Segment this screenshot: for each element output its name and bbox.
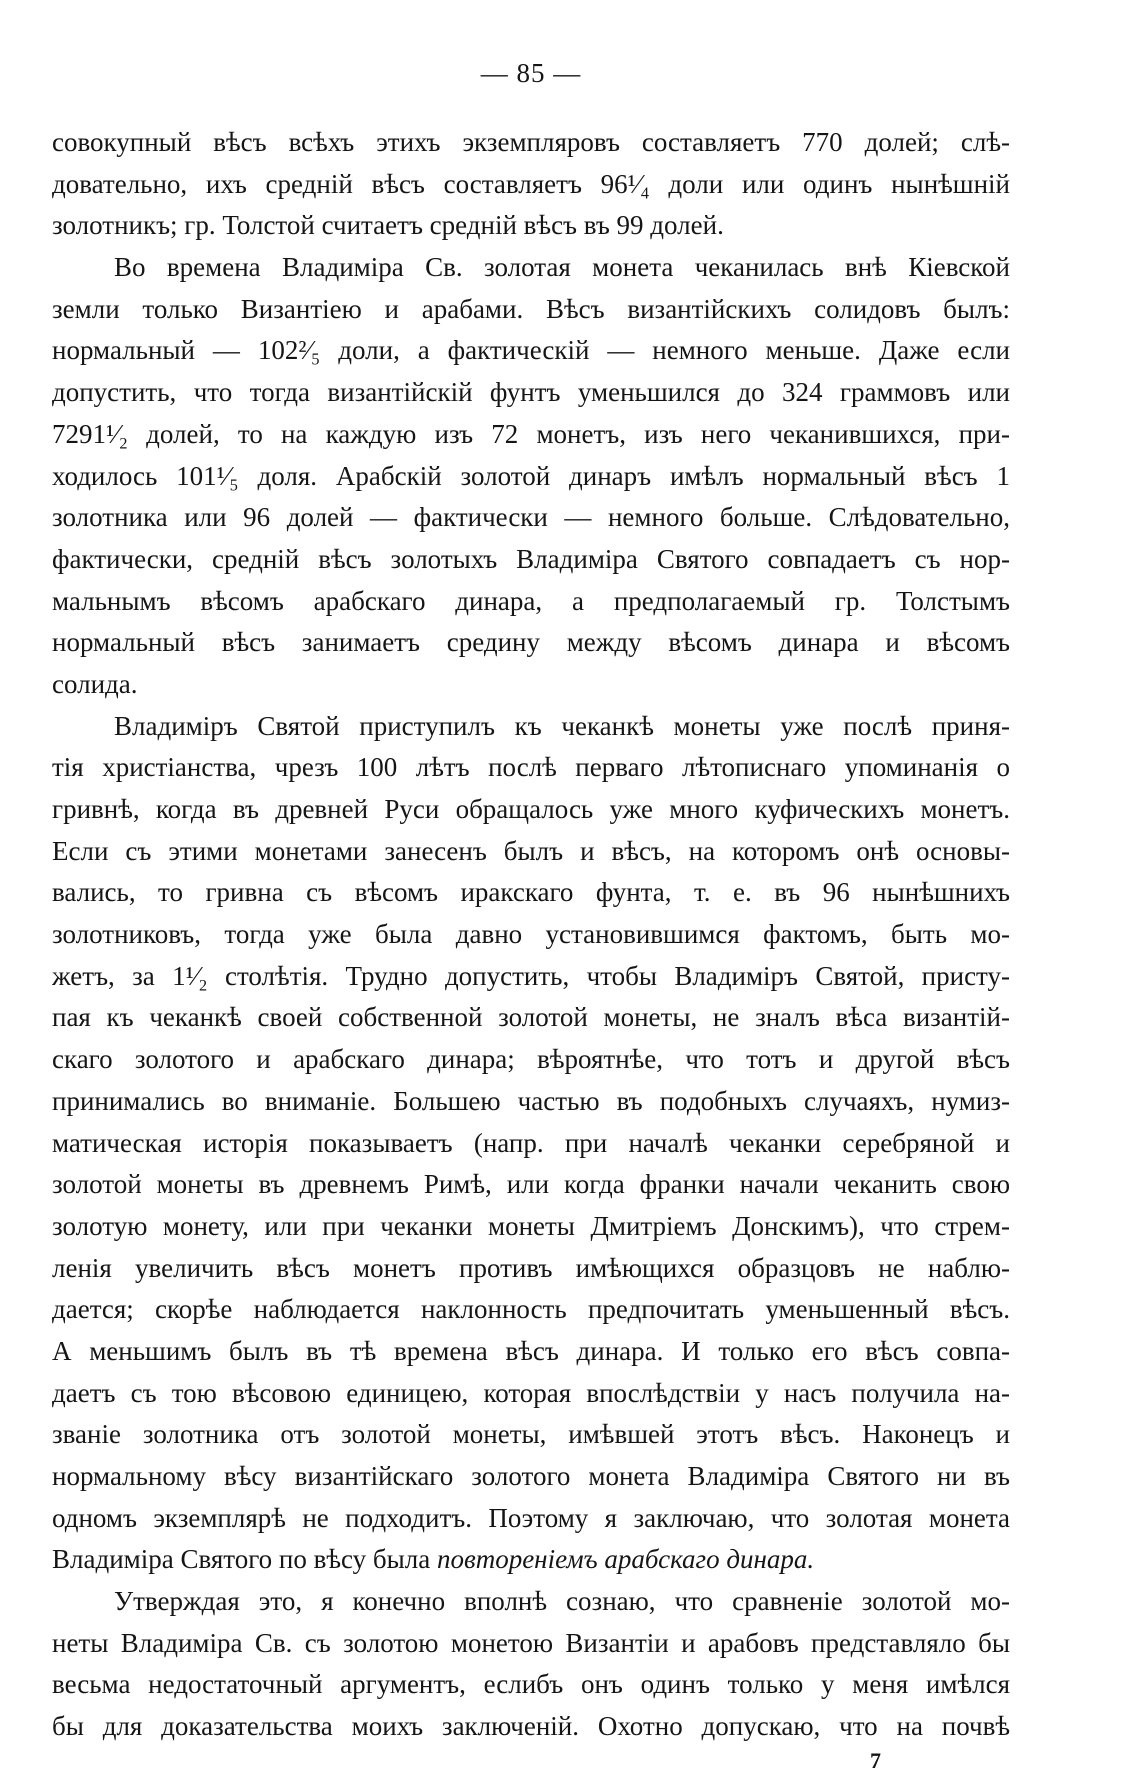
line-text: фактически, средній вѣсъ золотыхъ Владиміра Святого совпадаетъ съ нор- <box>52 543 1010 574</box>
text-line <box>52 706 1010 748</box>
page-number: — 85 — <box>480 58 582 88</box>
text-line <box>52 872 1010 914</box>
line-text: солида. <box>52 668 138 699</box>
line-text: Владиміръ Святой приступилъ къ чеканкѣ монеты уже послѣ приня- <box>114 710 1010 741</box>
line-text: принимались во вниманіе. Большею частью въ подобныхъ случаяхъ, нумиз- <box>52 1085 1010 1116</box>
text-line <box>52 122 1010 164</box>
line-text: гривнѣ, когда въ древней Руси обращалось уже много куфическихъ монетъ. <box>52 794 1010 824</box>
line-text: скаго золотого и арабскаго динара; вѣроятнѣе, что тотъ и другой вѣсъ <box>52 1044 1010 1075</box>
line-text: золотую монету, или при чеканки монеты Дмитріемъ Донскимъ), что стрем- <box>52 1210 1010 1241</box>
text-line <box>52 1164 1010 1206</box>
text-line <box>52 956 1010 998</box>
text-line <box>52 1331 1010 1373</box>
line-text: земли только Византіею и арабами. Вѣсъ византійскихъ солидовъ былъ: <box>52 293 1010 324</box>
text-line <box>52 164 1010 206</box>
emphasized-text: повтореніемъ арабскаго динара. <box>436 1544 815 1575</box>
line-text: Во времена Владиміра Св. золотая монета чеканилась внѣ Кіевской <box>114 252 1010 283</box>
text-line <box>52 1206 1010 1248</box>
text-line <box>52 456 1010 498</box>
line-text: нормальному вѣсу византійскаго золотого монета Владиміра Святого ни въ <box>52 1461 1010 1491</box>
line-text: званіе золотника отъ золотой монеты, имѣвшей этотъ вѣсъ. Наконецъ и <box>52 1419 1010 1450</box>
line-text: золотникъ; гр. Толстой считаетъ средній вѣсъ въ 99 долей. <box>52 210 724 241</box>
line-text: 7291¹⁄₂ долей, то на каждую изъ 72 монетъ, изъ него чеканившихся, при- <box>52 418 1010 449</box>
line-text: ходилось 101¹⁄₅ доля. Арабскій золотой динаръ имѣлъ нормальный вѣсъ 1 <box>52 460 1010 491</box>
line-text: бы для доказательства моихъ заключеній. Охотно допускаю, что на почвѣ <box>52 1711 1010 1742</box>
text-line <box>52 622 1010 664</box>
line-text: жетъ, за 1¹⁄₂ столѣтія. Трудно допустить, чтобы Владиміръ Святой, присту- <box>52 960 1010 991</box>
text-line <box>52 1123 1010 1165</box>
line-text: золотника или 96 долей — фактически — немного больше. Слѣдовательно, <box>52 502 1010 533</box>
line-text: Если съ этими монетами занесенъ былъ и вѣсъ, на которомъ онѣ основы- <box>52 835 1010 866</box>
signature-mark: 7 <box>870 1748 881 1773</box>
line-text: допустить, что тогда византійскій фунтъ уменьшился до 324 граммовъ или <box>52 377 1010 408</box>
text-line <box>52 1289 1010 1331</box>
text-line <box>52 1664 1010 1706</box>
text-line <box>52 330 1010 372</box>
line-text: Владиміра Святого по вѣсу была <box>52 1544 437 1575</box>
text-line <box>52 789 1010 831</box>
text-line <box>52 1581 1010 1623</box>
text-line <box>52 581 1010 623</box>
text-line <box>52 205 1010 247</box>
line-text: золотой монеты въ древнемъ Римѣ, или когда франки начали чеканить свою <box>52 1169 1010 1200</box>
line-text: мальнымъ вѣсомъ арабскаго динара, а предполагаемый гр. Толстымъ <box>52 585 1010 616</box>
text-line <box>52 914 1010 956</box>
text-line <box>52 1414 1010 1456</box>
line-text: нормальный вѣсъ занимаетъ средину между вѣсомъ динара и вѣсомъ <box>52 627 1010 658</box>
line-text: вались, то гривна съ вѣсомъ иракскаго фунта, т. е. въ 96 нынѣшнихъ <box>52 877 1010 908</box>
text-line <box>52 1373 1010 1415</box>
text-line <box>52 414 1010 456</box>
text-line <box>52 747 1010 789</box>
line-text: весьма недостаточный аргументъ, еслибъ онъ одинъ только у меня имѣлся <box>52 1669 1010 1700</box>
text-line <box>52 1498 1010 1540</box>
text-line <box>52 664 1010 706</box>
text-line <box>52 997 1010 1039</box>
line-text: дается; скорѣе наблюдается наклонность предпочитать уменьшенный вѣсъ. <box>52 1294 1010 1325</box>
text-line <box>52 1706 1010 1748</box>
text-line <box>52 1539 1010 1581</box>
text-line <box>52 539 1010 581</box>
line-text: даетъ съ тою вѣсовою единицею, которая впослѣдствіи у насъ получила на- <box>52 1377 1010 1408</box>
text-line <box>52 1456 1010 1498</box>
text-line <box>52 1039 1010 1081</box>
text-line <box>52 1623 1010 1665</box>
line-text: тія христіанства, чрезъ 100 лѣтъ послѣ перваго лѣтописнаго упоминанія о <box>52 752 1010 783</box>
line-text: А меньшимъ былъ въ тѣ времена вѣсъ динара. И только его вѣсъ совпа- <box>52 1335 1010 1366</box>
text-line <box>52 497 1010 539</box>
line-text: нормальный — 102²⁄₅ доли, а фактическій — немного меньше. Даже если <box>52 335 1010 366</box>
line-text: одномъ экземплярѣ не подходитъ. Поэтому я заключаю, что золотая монета <box>52 1502 1010 1533</box>
line-text: неты Владиміра Св. съ золотою монетою Византіи и арабовъ представляло бы <box>52 1627 1010 1658</box>
body-text <box>52 122 1010 1748</box>
text-line <box>52 247 1010 289</box>
line-text: Утверждая это, я конечно вполнѣ сознаю, что сравненіе золотой мо- <box>114 1586 1010 1617</box>
line-text: золотниковъ, тогда уже была давно установившимся фактомъ, быть мо- <box>52 919 1010 950</box>
text-line <box>52 831 1010 873</box>
text-line <box>52 1081 1010 1123</box>
text-line <box>52 289 1010 331</box>
line-text: ленія увеличить вѣсъ монетъ противъ имѣющихся образцовъ не наблю- <box>52 1252 1010 1283</box>
line-text: совокупный вѣсъ всѣхъ этихъ экземпляровъ составляетъ 770 долей; слѣ- <box>52 127 1010 157</box>
text-line <box>52 1248 1010 1290</box>
line-text: пая къ чеканкѣ своей собственной золотой монеты, не зналъ вѣса византій- <box>52 1002 1010 1033</box>
text-line <box>52 372 1010 414</box>
line-text: матическая исторія показываетъ (напр. при началѣ чеканки серебряной и <box>52 1127 1010 1158</box>
line-text: довательно, ихъ средній вѣсъ составляетъ 96¹⁄₄ доли или одинъ нынѣшній <box>52 168 1010 199</box>
